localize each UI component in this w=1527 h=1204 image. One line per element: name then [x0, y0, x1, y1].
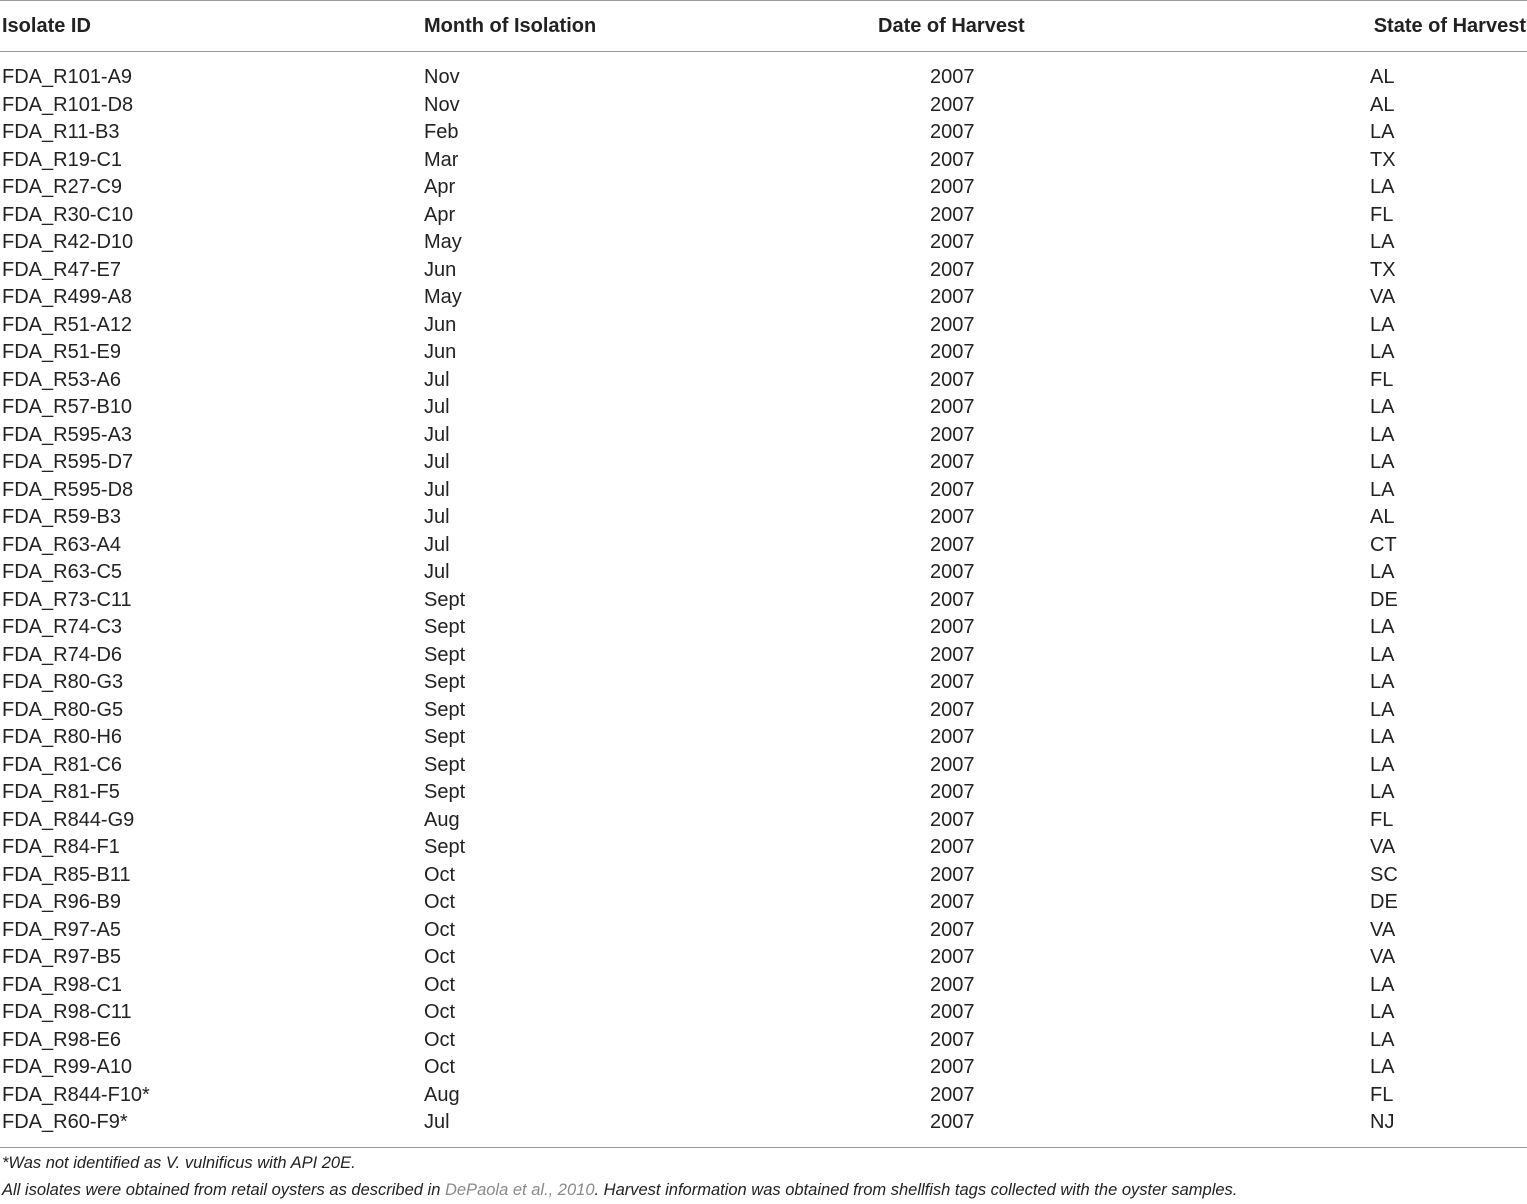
cell-state-of-harvest: LA	[1370, 341, 1395, 363]
cell-isolate-id: FDA_R74-C3	[2, 616, 123, 638]
table-row	[0, 559, 1527, 587]
citation-link[interactable]: DePaola et al., 2010	[444, 1181, 595, 1199]
cell-state-of-harvest: TX	[1370, 258, 1396, 281]
cell-date-of-harvest: 2007	[930, 1028, 975, 1051]
cell-month-of-isolation: Aug	[424, 1083, 460, 1106]
cell-isolate-id: FDA_R51-E9	[2, 341, 121, 363]
cell-date-of-harvest: 2007	[930, 396, 975, 418]
table-row	[0, 972, 1527, 1000]
footnote-source-text-after: . Harvest information was obtained from shellfish tags collected with the oyster samples.	[594, 1181, 1238, 1199]
cell-isolate-id: FDA_R595-A3	[2, 423, 133, 446]
cell-isolate-id: FDA_R73-C11	[2, 588, 132, 611]
cell-isolate-id: FDA_R74-D6	[2, 643, 123, 666]
cell-state-of-harvest: LA	[1370, 643, 1395, 666]
table-row	[0, 119, 1527, 147]
footnote-source	[2, 1177, 1458, 1204]
table-row	[0, 1027, 1527, 1055]
cell-month-of-isolation: Jul	[424, 533, 450, 556]
cell-date-of-harvest: 2007	[930, 918, 975, 941]
cell-isolate-id: FDA_R85-B11	[2, 863, 131, 886]
cell-date-of-harvest: 2007	[930, 121, 975, 143]
cell-state-of-harvest: LA	[1370, 726, 1395, 748]
cell-isolate-id: FDA_R51-A12	[2, 313, 133, 336]
cell-date-of-harvest: 2007	[930, 726, 975, 748]
cell-month-of-isolation: Sept	[424, 588, 466, 611]
cell-month-of-isolation: Nov	[424, 93, 460, 116]
cell-state-of-harvest: TX	[1370, 148, 1396, 171]
cell-date-of-harvest: 2007	[930, 313, 975, 336]
table-row	[0, 477, 1527, 505]
cell-state-of-harvest: LA	[1370, 753, 1395, 776]
table-body	[0, 52, 1527, 1148]
cell-month-of-isolation: Sept	[424, 836, 466, 858]
cell-state-of-harvest: LA	[1370, 121, 1395, 143]
cell-isolate-id: FDA_R80-H6	[2, 726, 123, 748]
cell-month-of-isolation: Sept	[424, 671, 466, 693]
cell-month-of-isolation: Sept	[424, 781, 466, 803]
cell-isolate-id: FDA_R499-A8	[2, 286, 133, 308]
cell-isolate-id: FDA_R59-B3	[2, 506, 121, 528]
cell-state-of-harvest: LA	[1370, 451, 1395, 473]
table-row	[0, 394, 1527, 422]
table-row	[0, 449, 1527, 477]
cell-date-of-harvest: 2007	[930, 368, 975, 391]
cell-month-of-isolation: Jun	[424, 258, 457, 281]
cell-date-of-harvest: 2007	[930, 808, 975, 831]
table-row	[0, 752, 1527, 780]
cell-month-of-isolation: Nov	[424, 66, 460, 88]
table-footnotes	[2, 1150, 1458, 1204]
cell-date-of-harvest: 2007	[930, 698, 975, 721]
cell-isolate-id: FDA_R80-G5	[2, 698, 124, 721]
cell-month-of-isolation: Oct	[424, 918, 456, 941]
table-row	[0, 257, 1527, 285]
cell-state-of-harvest: AL	[1370, 66, 1395, 88]
cell-month-of-isolation: Sept	[424, 753, 466, 776]
table-row	[0, 284, 1527, 312]
table-row	[0, 642, 1527, 670]
footnote-asterisk: *Was not identified as V. vulnificus with API 20E.	[2, 1154, 356, 1172]
table-row	[0, 367, 1527, 395]
cell-state-of-harvest: VA	[1370, 286, 1396, 308]
table-row	[0, 1082, 1527, 1110]
cell-date-of-harvest: 2007	[930, 863, 975, 886]
table-row	[0, 834, 1527, 862]
table-row	[0, 147, 1527, 175]
cell-state-of-harvest: LA	[1370, 671, 1395, 693]
cell-isolate-id: FDA_R97-B5	[2, 946, 121, 968]
cell-state-of-harvest: LA	[1370, 231, 1395, 253]
cell-state-of-harvest: FL	[1370, 808, 1394, 831]
cell-date-of-harvest: 2007	[930, 231, 975, 253]
table-row	[0, 779, 1527, 807]
table-row	[0, 229, 1527, 257]
cell-state-of-harvest: AL	[1370, 506, 1395, 528]
cell-isolate-id: FDA_R53-A6	[2, 368, 121, 391]
cell-date-of-harvest: 2007	[930, 1111, 975, 1133]
cell-date-of-harvest: 2007	[930, 891, 975, 913]
table-row	[0, 889, 1527, 917]
cell-state-of-harvest: LA	[1370, 176, 1395, 198]
cell-state-of-harvest: DE	[1370, 891, 1398, 913]
cell-month-of-isolation: Oct	[424, 973, 456, 996]
cell-month-of-isolation: Sept	[424, 698, 466, 721]
table-row	[0, 917, 1527, 945]
cell-isolate-id: FDA_R84-F1	[2, 836, 120, 858]
table-row	[0, 174, 1527, 202]
table-row	[0, 1054, 1527, 1082]
cell-month-of-isolation: Jul	[424, 478, 450, 501]
cell-state-of-harvest: LA	[1370, 313, 1395, 336]
cell-isolate-id: FDA_R98-C1	[2, 973, 123, 996]
cell-month-of-isolation: Jul	[424, 451, 450, 473]
cell-state-of-harvest: LA	[1370, 423, 1395, 446]
cell-month-of-isolation: Aug	[424, 808, 460, 831]
cell-state-of-harvest: FL	[1370, 368, 1394, 391]
cell-isolate-id: FDA_R63-A4	[2, 533, 121, 556]
cell-state-of-harvest: VA	[1370, 918, 1396, 941]
cell-state-of-harvest: LA	[1370, 561, 1395, 583]
cell-isolate-id: FDA_R27-C9	[2, 176, 123, 198]
cell-month-of-isolation: Sept	[424, 726, 466, 748]
table-row	[0, 724, 1527, 752]
cell-state-of-harvest: FL	[1370, 1083, 1394, 1106]
cell-date-of-harvest: 2007	[930, 506, 975, 528]
table-row	[0, 422, 1527, 450]
cell-date-of-harvest: 2007	[930, 643, 975, 666]
cell-date-of-harvest: 2007	[930, 176, 975, 198]
header-month-of-isolation: Month of Isolation	[424, 1, 814, 52]
cell-date-of-harvest: 2007	[930, 66, 975, 88]
cell-isolate-id: FDA_R844-F10*	[2, 1083, 150, 1106]
cell-date-of-harvest: 2007	[930, 1001, 975, 1023]
cell-month-of-isolation: Jun	[424, 313, 457, 336]
table-row	[0, 52, 1527, 92]
cell-state-of-harvest: SC	[1370, 863, 1398, 886]
table-row	[0, 944, 1527, 972]
cell-isolate-id: FDA_R57-B10	[2, 396, 133, 418]
cell-state-of-harvest: LA	[1370, 616, 1395, 638]
cell-month-of-isolation: Apr	[424, 203, 456, 226]
cell-isolate-id: FDA_R42-D10	[2, 231, 134, 253]
cell-date-of-harvest: 2007	[930, 1056, 975, 1078]
cell-isolate-id: FDA_R98-E6	[2, 1028, 121, 1051]
table-row	[0, 999, 1527, 1027]
cell-state-of-harvest: LA	[1370, 396, 1395, 418]
cell-state-of-harvest: LA	[1370, 1028, 1395, 1051]
cell-state-of-harvest: LA	[1370, 781, 1395, 803]
header-row	[0, 1, 1527, 52]
footnote-source-text-before: All isolates were obtained from retail oysters as described in	[2, 1181, 445, 1199]
header-isolate-id: Isolate ID	[0, 1, 424, 52]
table-row	[0, 1109, 1527, 1147]
cell-month-of-isolation: Sept	[424, 616, 466, 638]
cell-date-of-harvest: 2007	[930, 973, 975, 996]
cell-state-of-harvest: LA	[1370, 1001, 1395, 1023]
cell-month-of-isolation: Sept	[424, 643, 466, 666]
cell-month-of-isolation: Oct	[424, 1028, 456, 1051]
table-row	[0, 862, 1527, 890]
cell-date-of-harvest: 2007	[930, 93, 975, 116]
cell-isolate-id: FDA_R97-A5	[2, 918, 121, 941]
cell-isolate-id: FDA_R81-C6	[2, 753, 123, 776]
cell-month-of-isolation: Oct	[424, 1056, 456, 1078]
cell-date-of-harvest: 2007	[930, 946, 975, 968]
cell-isolate-id: FDA_R101-D8	[2, 93, 134, 116]
table-row	[0, 807, 1527, 835]
cell-date-of-harvest: 2007	[930, 478, 975, 501]
cell-isolate-id: FDA_R80-G3	[2, 671, 124, 693]
cell-isolate-id: FDA_R96-B9	[2, 891, 121, 913]
cell-state-of-harvest: FL	[1370, 203, 1394, 226]
table-row	[0, 92, 1527, 120]
cell-month-of-isolation: Oct	[424, 1001, 456, 1023]
cell-isolate-id: FDA_R30-C10	[2, 203, 134, 226]
cell-month-of-isolation: Apr	[424, 176, 456, 198]
cell-state-of-harvest: VA	[1370, 946, 1396, 968]
cell-month-of-isolation: Feb	[424, 121, 459, 143]
table-row	[0, 532, 1527, 560]
cell-state-of-harvest: AL	[1370, 93, 1395, 116]
cell-date-of-harvest: 2007	[930, 451, 975, 473]
cell-month-of-isolation: Jul	[424, 423, 450, 446]
table-row	[0, 614, 1527, 642]
cell-state-of-harvest: LA	[1370, 478, 1395, 501]
cell-date-of-harvest: 2007	[930, 588, 975, 611]
cell-month-of-isolation: Oct	[424, 946, 456, 968]
cell-state-of-harvest: NJ	[1370, 1111, 1395, 1133]
cell-month-of-isolation: Jul	[424, 368, 450, 391]
cell-date-of-harvest: 2007	[930, 148, 975, 171]
cell-date-of-harvest: 2007	[930, 561, 975, 583]
cell-month-of-isolation: Jul	[424, 506, 450, 528]
table-row	[0, 312, 1527, 340]
cell-month-of-isolation: Jul	[424, 561, 450, 583]
cell-state-of-harvest: CT	[1370, 533, 1397, 556]
table-row	[0, 202, 1527, 230]
cell-month-of-isolation: Jun	[424, 341, 457, 363]
table-row	[0, 587, 1527, 615]
header-state-of-harvest: State of Harvest	[1150, 1, 1527, 52]
cell-isolate-id: FDA_R98-C11	[2, 1001, 132, 1023]
cell-state-of-harvest: DE	[1370, 588, 1398, 611]
cell-date-of-harvest: 2007	[930, 423, 975, 446]
cell-month-of-isolation: May	[424, 286, 462, 308]
cell-isolate-id: FDA_R19-C1	[2, 148, 123, 171]
cell-month-of-isolation: Oct	[424, 863, 456, 886]
cell-state-of-harvest: LA	[1370, 698, 1395, 721]
cell-date-of-harvest: 2007	[930, 341, 975, 363]
table-header	[0, 1, 1527, 52]
cell-date-of-harvest: 2007	[930, 616, 975, 638]
cell-date-of-harvest: 2007	[930, 753, 975, 776]
cell-date-of-harvest: 2007	[930, 286, 975, 308]
cell-isolate-id: FDA_R11-B3	[2, 121, 120, 143]
cell-state-of-harvest: LA	[1370, 973, 1395, 996]
cell-isolate-id: FDA_R101-A9	[2, 66, 133, 88]
cell-date-of-harvest: 2007	[930, 203, 975, 226]
table-row	[0, 504, 1527, 532]
cell-month-of-isolation: Mar	[424, 148, 459, 171]
cell-month-of-isolation: Jul	[424, 1111, 450, 1133]
cell-isolate-id: FDA_R81-F5	[2, 781, 120, 803]
cell-date-of-harvest: 2007	[930, 258, 975, 281]
cell-isolate-id: FDA_R60-F9*	[2, 1111, 128, 1133]
cell-isolate-id: FDA_R99-A10	[2, 1056, 133, 1078]
cell-isolate-id: FDA_R844-G9	[2, 808, 135, 831]
cell-month-of-isolation: May	[424, 231, 462, 253]
cell-month-of-isolation: Jul	[424, 396, 450, 418]
cell-state-of-harvest: VA	[1370, 836, 1396, 858]
cell-isolate-id: FDA_R595-D7	[2, 451, 134, 473]
cell-isolate-id: FDA_R47-E7	[2, 258, 121, 281]
cell-date-of-harvest: 2007	[930, 836, 975, 858]
cell-date-of-harvest: 2007	[930, 781, 975, 803]
cell-date-of-harvest: 2007	[930, 1083, 975, 1106]
table-row	[0, 669, 1527, 697]
cell-date-of-harvest: 2007	[930, 671, 975, 693]
cell-isolate-id: FDA_R595-D8	[2, 478, 134, 501]
header-date-of-harvest: Date of Harvest	[814, 1, 1150, 52]
cell-date-of-harvest: 2007	[930, 533, 975, 556]
table-row	[0, 697, 1527, 725]
cell-month-of-isolation: Oct	[424, 891, 456, 913]
table-row	[0, 339, 1527, 367]
cell-isolate-id: FDA_R63-C5	[2, 561, 123, 583]
cell-state-of-harvest: LA	[1370, 1056, 1395, 1078]
